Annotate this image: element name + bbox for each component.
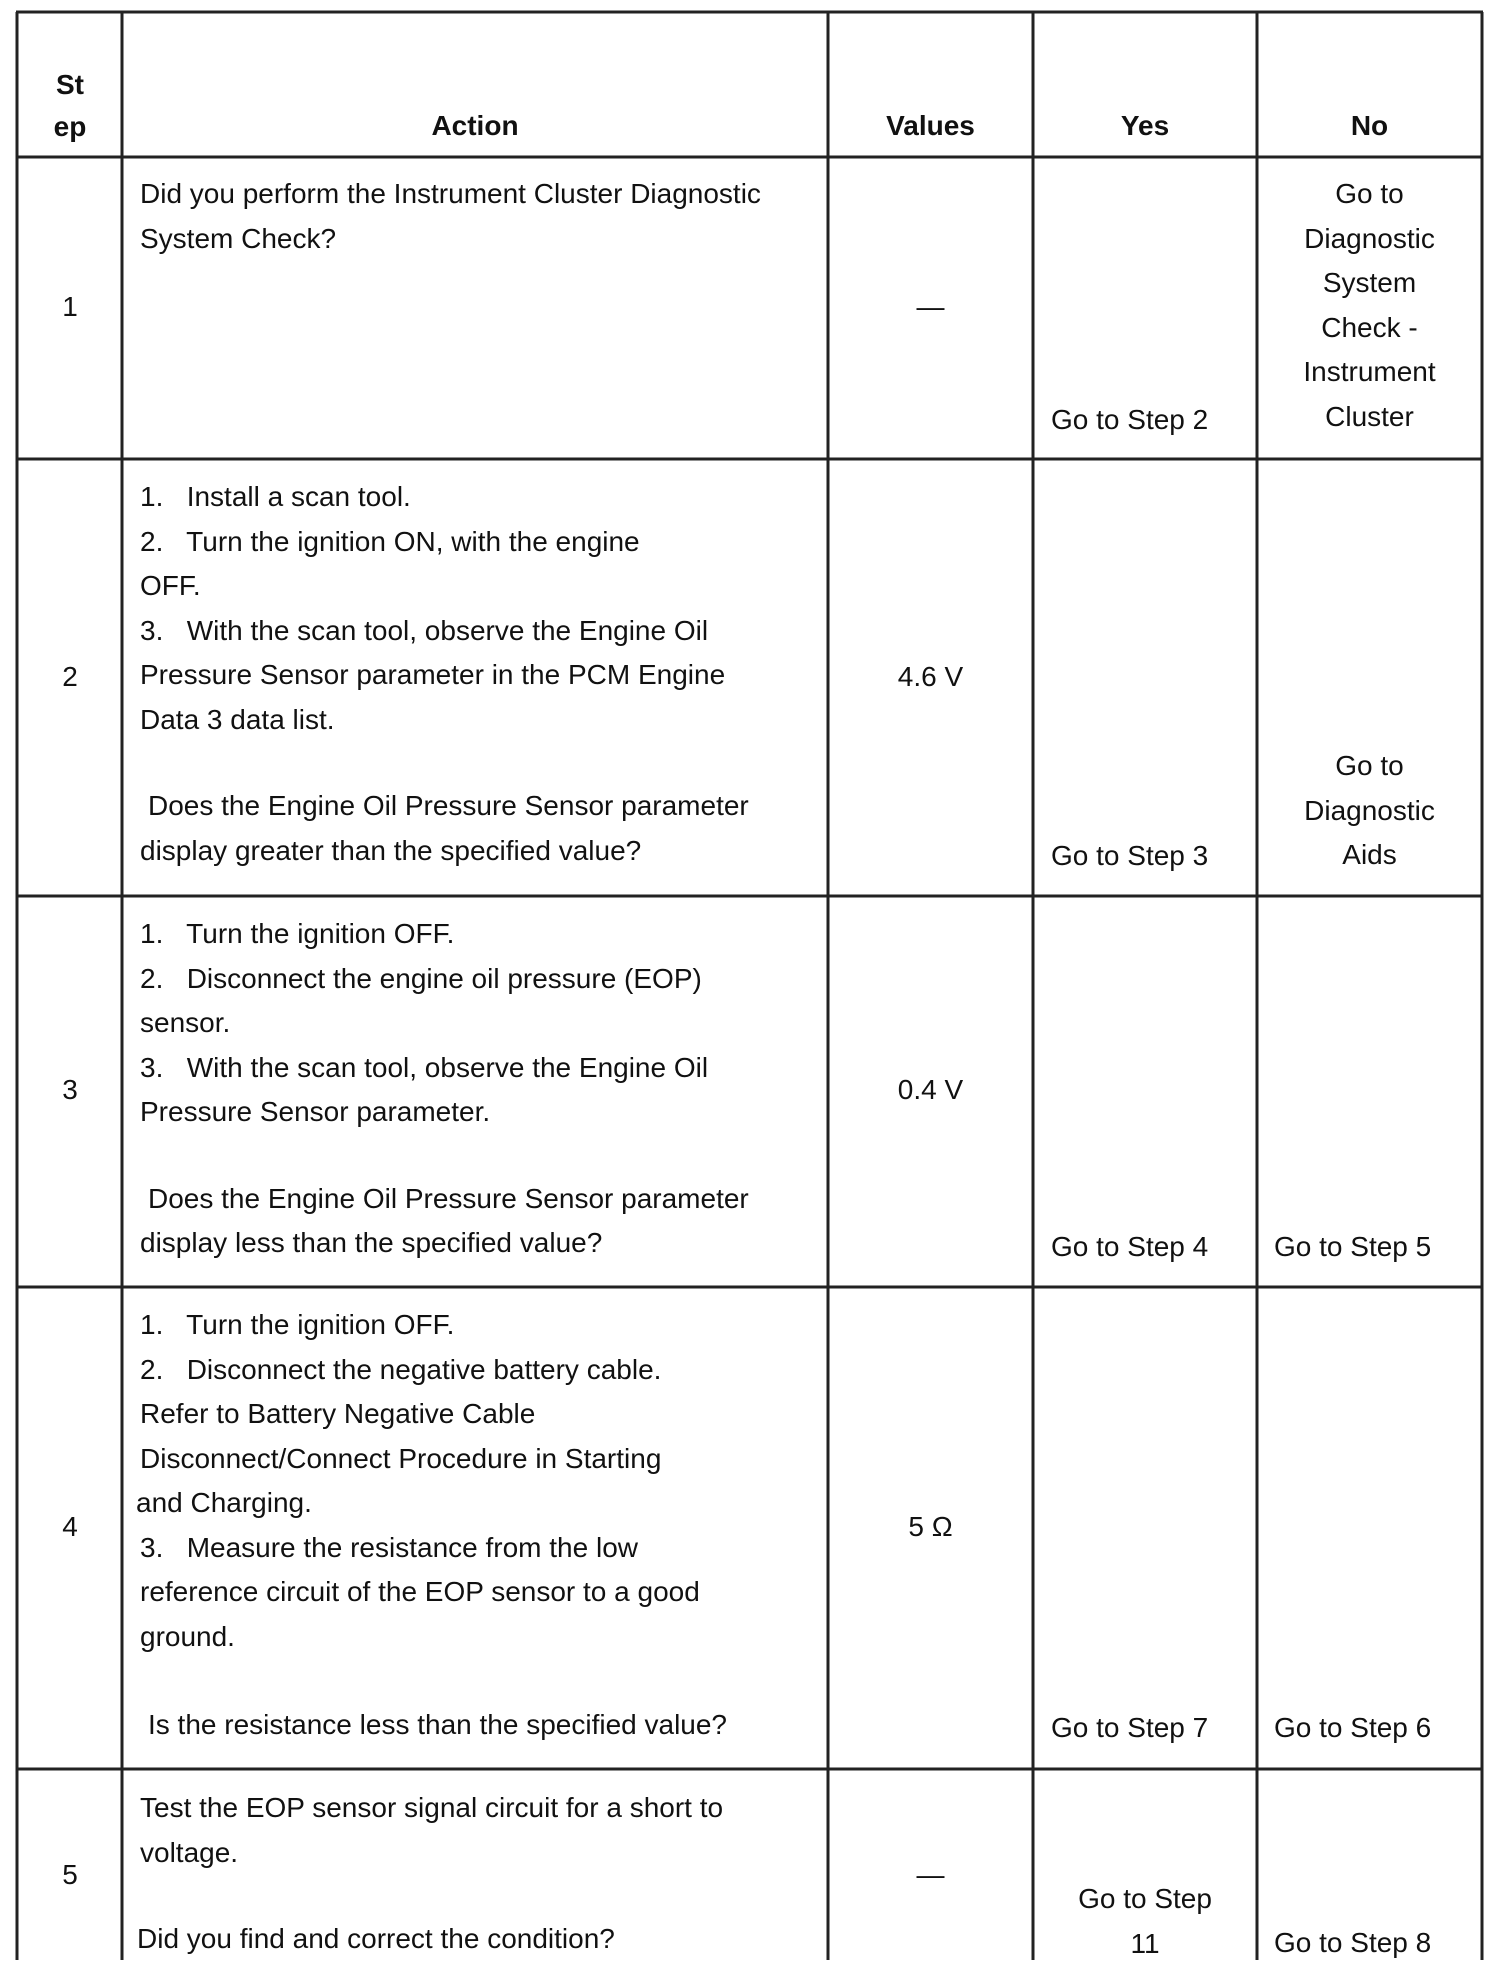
- header-values: [828, 104, 1033, 149]
- no-line: Go to: [1335, 750, 1404, 781]
- action-line: Does the Engine Oil Pressure Sensor parameter: [148, 790, 749, 821]
- action-line: OFF.: [140, 570, 201, 601]
- yes-line: 11: [1130, 1928, 1160, 1959]
- action-line: Pressure Sensor parameter in the PCM Engine: [140, 659, 726, 690]
- header-action-label: Action: [431, 110, 519, 141]
- header-no: [1257, 104, 1482, 149]
- no-line: Go to Step 6: [1274, 1712, 1432, 1743]
- action-line: voltage.: [140, 1836, 239, 1868]
- no-line: Go to Step 8: [1274, 1927, 1432, 1958]
- no-result: [1274, 1706, 1479, 1751]
- action-text: [136, 1303, 820, 1748]
- action-line: ground.: [140, 1620, 235, 1652]
- action-line: 3. With the scan tool, observe the Engine Oil: [140, 1051, 709, 1083]
- header-yes-label: Yes: [1120, 110, 1170, 141]
- action-text: [140, 172, 820, 261]
- yes-line: Go to Step 4: [1051, 1231, 1209, 1262]
- step-number: 3: [62, 1074, 78, 1105]
- specified-value: 5 Ω: [908, 1511, 953, 1542]
- action-line: Does the Engine Oil Pressure Sensor parameter: [148, 1182, 749, 1214]
- no-line: Diagnostic: [1304, 222, 1435, 254]
- yes-result: [1051, 1225, 1251, 1270]
- no-result: [1274, 1921, 1479, 1966]
- yes-result: [1051, 834, 1251, 879]
- action-line: display greater than the specified value?: [140, 834, 642, 866]
- action-line: reference circuit of the EOP sensor to a good: [140, 1576, 700, 1607]
- action-line: 2. Disconnect the engine oil pressure (EOP): [140, 962, 702, 994]
- action-line: 3. Measure the resistance from the low: [140, 1531, 638, 1563]
- yes-result: [1051, 398, 1251, 443]
- action-line: display less than the specified value?: [140, 1227, 603, 1258]
- step-number: 2: [62, 661, 78, 692]
- action-line: System Check?: [140, 222, 337, 254]
- no-line: Instrument: [1303, 356, 1436, 387]
- specified-value: 0.4 V: [897, 1074, 964, 1105]
- action-line: Is the resistance less than the specified value?: [148, 1709, 728, 1740]
- no-result: [1257, 744, 1482, 878]
- header-yes: [1033, 104, 1257, 149]
- action-line: 1. Turn the ignition OFF.: [140, 918, 455, 949]
- specified-value: 4.6 V: [897, 661, 964, 692]
- action-text: [137, 1786, 820, 1962]
- action-line: and Charging.: [136, 1487, 312, 1518]
- no-line: System: [1322, 267, 1417, 298]
- header-no-label: No: [1350, 110, 1389, 141]
- action-line: sensor.: [140, 1007, 231, 1038]
- header-step: [18, 64, 122, 148]
- no-line: Go to Step 5: [1274, 1231, 1432, 1262]
- header-step-line: ep: [53, 111, 87, 142]
- yes-result: [1033, 1876, 1257, 1966]
- no-line: Cluster: [1325, 400, 1414, 432]
- action-line: 2. Disconnect the negative battery cable.: [140, 1353, 662, 1385]
- yes-line: Go to Step 3: [1051, 840, 1209, 871]
- action-line: 3. With the scan tool, observe the Engine Oil: [140, 614, 709, 646]
- action-line: Pressure Sensor parameter.: [140, 1096, 491, 1127]
- action-line: Did you find and correct the condition?: [137, 1923, 615, 1954]
- no-result: [1274, 1225, 1479, 1270]
- action-text: [140, 475, 820, 873]
- step-number: 4: [62, 1511, 78, 1542]
- step-number: 5: [62, 1859, 78, 1890]
- action-line: 1. Turn the ignition OFF.: [140, 1309, 455, 1340]
- action-line: Data 3 data list.: [140, 703, 335, 735]
- no-result: [1257, 172, 1482, 439]
- specified-value: —: [916, 1859, 945, 1890]
- action-line: 2. Turn the ignition ON, with the engine: [140, 525, 640, 557]
- action-line: Disconnect/Connect Procedure in Starting: [140, 1442, 662, 1474]
- header-action: [122, 104, 828, 149]
- no-line: Aids: [1342, 839, 1397, 870]
- yes-result: [1051, 1706, 1251, 1751]
- step-number: 1: [62, 291, 78, 322]
- header-values-label: Values: [886, 110, 975, 141]
- no-line: Check -: [1321, 311, 1418, 343]
- action-line: Test the EOP sensor signal circuit for a short to: [140, 1792, 724, 1823]
- yes-line: Go to Step 7: [1051, 1712, 1209, 1743]
- no-line: Go to: [1335, 178, 1404, 209]
- no-line: Diagnostic: [1304, 794, 1435, 826]
- specified-value: —: [916, 291, 945, 322]
- action-line: 1. Install a scan tool.: [140, 481, 411, 512]
- yes-line: Go to Step 2: [1051, 404, 1209, 435]
- yes-line: Go to Step: [1078, 1883, 1212, 1914]
- header-step-line: St: [56, 69, 84, 100]
- action-line: Refer to Battery Negative Cable: [140, 1398, 536, 1429]
- action-text: [140, 912, 820, 1266]
- action-line: Did you perform the Instrument Cluster Diagnostic: [140, 178, 761, 209]
